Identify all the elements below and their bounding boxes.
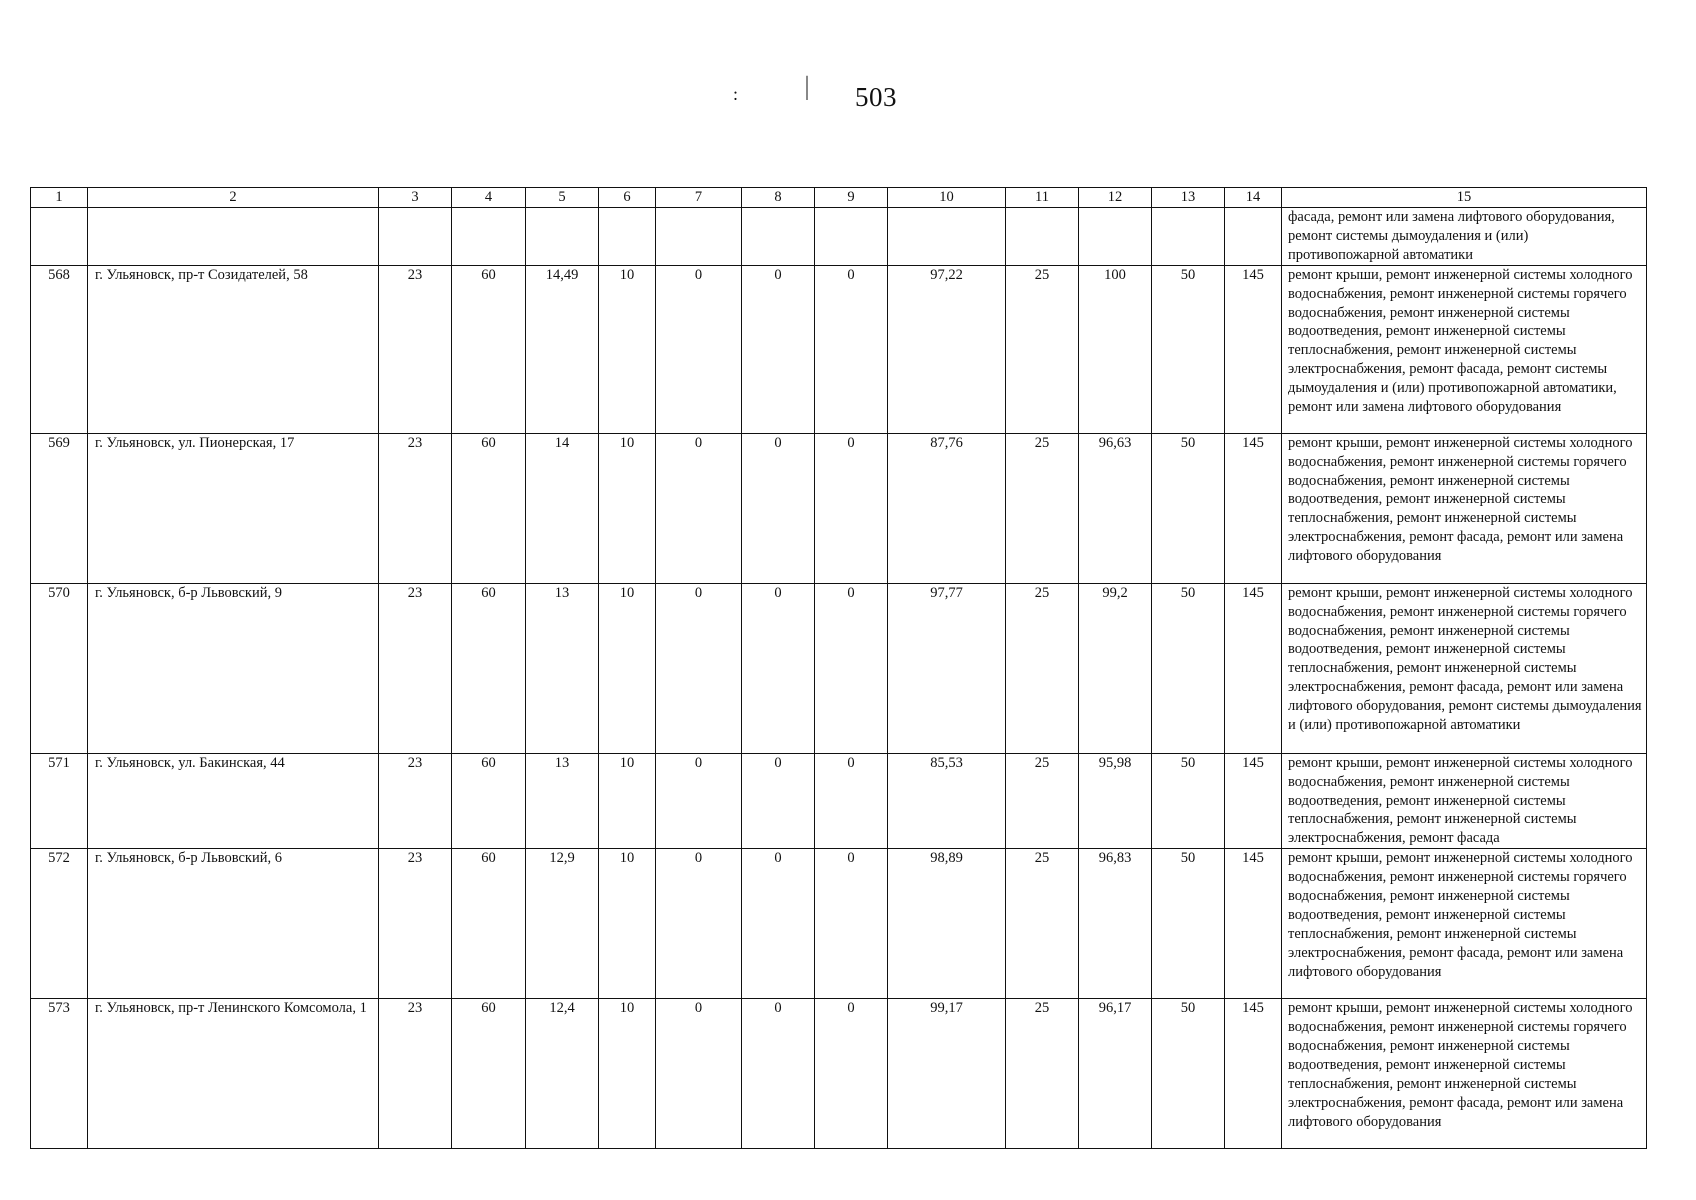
value-cell: 10 (599, 583, 656, 753)
empty-cell (742, 208, 815, 266)
value-cell: 50 (1152, 583, 1225, 753)
works-cell: ремонт крыши, ремонт инженерной системы холодного водоснабжения, ремонт инженерной системы горячего водоснабжения, ремонт инженерной системы водоотведения, ремонт инженерной системы теплоснабжения, ремонт инженерной системы электроснабжения, ремонт фасада, ремонт системы дымоудаления и (или) противопожарной автоматики, ремонт или замена лифтового оборудования (1282, 265, 1647, 433)
address-cell: г. Ульяновск, б-р Львовский, 6 (88, 849, 379, 999)
value-cell: 0 (742, 583, 815, 753)
value-cell: 145 (1225, 753, 1282, 849)
value-cell: 25 (1006, 849, 1079, 999)
value-cell: 13 (526, 753, 599, 849)
column-number: 11 (1006, 188, 1079, 208)
works-cell: ремонт крыши, ремонт инженерной системы холодного водоснабжения, ремонт инженерной системы горячего водоснабжения, ремонт инженерной системы водоотведения, ремонт инженерной системы теплоснабжения, ремонт инженерной системы электроснабжения, ремонт фасада, ремонт или замена лифтового оборудования (1282, 433, 1647, 583)
column-number: 5 (526, 188, 599, 208)
empty-cell (656, 208, 742, 266)
value-cell: 0 (742, 999, 815, 1149)
column-number: 10 (888, 188, 1006, 208)
value-cell: 145 (1225, 583, 1282, 753)
value-cell: 50 (1152, 753, 1225, 849)
value-cell: 10 (599, 849, 656, 999)
works-cell: ремонт крыши, ремонт инженерной системы холодного водоснабжения, ремонт инженерной системы водоотведения, ремонт инженерной системы теплоснабжения, ремонт инженерной системы электроснабжения, ремонт фасада (1282, 753, 1647, 849)
value-cell: 60 (452, 999, 526, 1149)
column-number: 9 (815, 188, 888, 208)
value-cell: 0 (656, 849, 742, 999)
value-cell: 50 (1152, 265, 1225, 433)
value-cell: 14 (526, 433, 599, 583)
value-cell: 12,9 (526, 849, 599, 999)
empty-cell (599, 208, 656, 266)
empty-cell (1225, 208, 1282, 266)
value-cell: 10 (599, 753, 656, 849)
value-cell: 0 (656, 999, 742, 1149)
value-cell: 23 (379, 999, 452, 1149)
row-number: 570 (31, 583, 88, 753)
value-cell: 25 (1006, 753, 1079, 849)
empty-cell (526, 208, 599, 266)
value-cell: 0 (742, 433, 815, 583)
value-cell: 60 (452, 849, 526, 999)
value-cell: 0 (656, 583, 742, 753)
value-cell: 0 (656, 433, 742, 583)
value-cell: 25 (1006, 583, 1079, 753)
address-cell: г. Ульяновск, пр-т Ленинского Комсомола, 1 (88, 999, 379, 1149)
table-row (31, 753, 1647, 849)
address-cell: г. Ульяновск, ул. Бакинская, 44 (88, 753, 379, 849)
table-row (31, 433, 1647, 583)
column-number: 3 (379, 188, 452, 208)
address-cell: г. Ульяновск, б-р Львовский, 9 (88, 583, 379, 753)
value-cell: 0 (815, 265, 888, 433)
value-cell: 145 (1225, 999, 1282, 1149)
value-cell: 145 (1225, 849, 1282, 999)
value-cell: 13 (526, 583, 599, 753)
row-number: 571 (31, 753, 88, 849)
value-cell: 50 (1152, 433, 1225, 583)
value-cell: 87,76 (888, 433, 1006, 583)
value-cell: 0 (656, 753, 742, 849)
value-cell: 0 (815, 433, 888, 583)
value-cell: 50 (1152, 999, 1225, 1149)
table-row (31, 999, 1647, 1149)
value-cell: 14,49 (526, 265, 599, 433)
value-cell: 85,53 (888, 753, 1006, 849)
value-cell: 25 (1006, 433, 1079, 583)
value-cell: 23 (379, 265, 452, 433)
value-cell: 0 (815, 753, 888, 849)
empty-cell (815, 208, 888, 266)
value-cell: 0 (815, 849, 888, 999)
value-cell: 97,77 (888, 583, 1006, 753)
value-cell: 23 (379, 433, 452, 583)
value-cell: 100 (1079, 265, 1152, 433)
value-cell: 99,17 (888, 999, 1006, 1149)
value-cell: 60 (452, 433, 526, 583)
value-cell: 10 (599, 265, 656, 433)
empty-cell (1006, 208, 1079, 266)
empty-cell (1079, 208, 1152, 266)
empty-cell (379, 208, 452, 266)
row-number: 573 (31, 999, 88, 1149)
value-cell: 0 (815, 999, 888, 1149)
repair-register-table (30, 187, 1647, 1149)
column-number: 4 (452, 188, 526, 208)
works-cell: фасада, ремонт или замена лифтового оборудования, ремонт системы дымоудаления и (или) противопожарной автоматики (1282, 208, 1647, 266)
value-cell: 96,83 (1079, 849, 1152, 999)
value-cell: 50 (1152, 849, 1225, 999)
value-cell: 95,98 (1079, 753, 1152, 849)
value-cell: 60 (452, 583, 526, 753)
column-number: 1 (31, 188, 88, 208)
works-cell: ремонт крыши, ремонт инженерной системы холодного водоснабжения, ремонт инженерной системы горячего водоснабжения, ремонт инженерной системы водоотведения, ремонт инженерной системы теплоснабжения, ремонт инженерной системы электроснабжения, ремонт фасада, ремонт или замена лифтового оборудования (1282, 999, 1647, 1149)
empty-cell (1152, 208, 1225, 266)
value-cell: 96,17 (1079, 999, 1152, 1149)
value-cell: 23 (379, 849, 452, 999)
value-cell: 99,2 (1079, 583, 1152, 753)
row-number: 572 (31, 849, 88, 999)
column-number: 15 (1282, 188, 1647, 208)
row-number: 568 (31, 265, 88, 433)
column-number: 13 (1152, 188, 1225, 208)
table-row (31, 583, 1647, 753)
value-cell: 0 (742, 753, 815, 849)
continuation-row (31, 208, 1647, 266)
scan-mark: : (733, 84, 739, 104)
works-cell: ремонт крыши, ремонт инженерной системы холодного водоснабжения, ремонт инженерной системы горячего водоснабжения, ремонт инженерной системы водоотведения, ремонт инженерной системы теплоснабжения, ремонт инженерной системы электроснабжения, ремонт фасада, ремонт или замена лифтового оборудования, ремонт системы дымоудаления и (или) противопожарной автоматики (1282, 583, 1647, 753)
row-number: 569 (31, 433, 88, 583)
value-cell: 0 (815, 583, 888, 753)
value-cell: 145 (1225, 433, 1282, 583)
column-number: 8 (742, 188, 815, 208)
value-cell: 97,22 (888, 265, 1006, 433)
value-cell: 23 (379, 753, 452, 849)
value-cell: 96,63 (1079, 433, 1152, 583)
value-cell: 25 (1006, 265, 1079, 433)
table-row (31, 265, 1647, 433)
column-number-row (31, 188, 1647, 208)
works-cell: ремонт крыши, ремонт инженерной системы холодного водоснабжения, ремонт инженерной системы горячего водоснабжения, ремонт инженерной системы водоотведения, ремонт инженерной системы теплоснабжения, ремонт инженерной системы электроснабжения, ремонт фасада, ремонт или замена лифтового оборудования (1282, 849, 1647, 999)
address-cell: г. Ульяновск, пр-т Созидателей, 58 (88, 265, 379, 433)
empty-cell (88, 208, 379, 266)
value-cell: 0 (742, 849, 815, 999)
column-number: 7 (656, 188, 742, 208)
value-cell: 60 (452, 753, 526, 849)
column-number: 6 (599, 188, 656, 208)
column-number: 14 (1225, 188, 1282, 208)
value-cell: 98,89 (888, 849, 1006, 999)
value-cell: 23 (379, 583, 452, 753)
empty-cell (452, 208, 526, 266)
value-cell: 0 (742, 265, 815, 433)
value-cell: 60 (452, 265, 526, 433)
address-cell: г. Ульяновск, ул. Пионерская, 17 (88, 433, 379, 583)
value-cell: 25 (1006, 999, 1079, 1149)
value-cell: 0 (656, 265, 742, 433)
value-cell: 145 (1225, 265, 1282, 433)
value-cell: 10 (599, 433, 656, 583)
value-cell: 10 (599, 999, 656, 1149)
column-number: 12 (1079, 188, 1152, 208)
page-number: 503 (855, 82, 897, 112)
column-number: 2 (88, 188, 379, 208)
scan-mark: | (805, 72, 810, 102)
value-cell: 12,4 (526, 999, 599, 1149)
table-row (31, 849, 1647, 999)
empty-cell (888, 208, 1006, 266)
empty-cell (31, 208, 88, 266)
